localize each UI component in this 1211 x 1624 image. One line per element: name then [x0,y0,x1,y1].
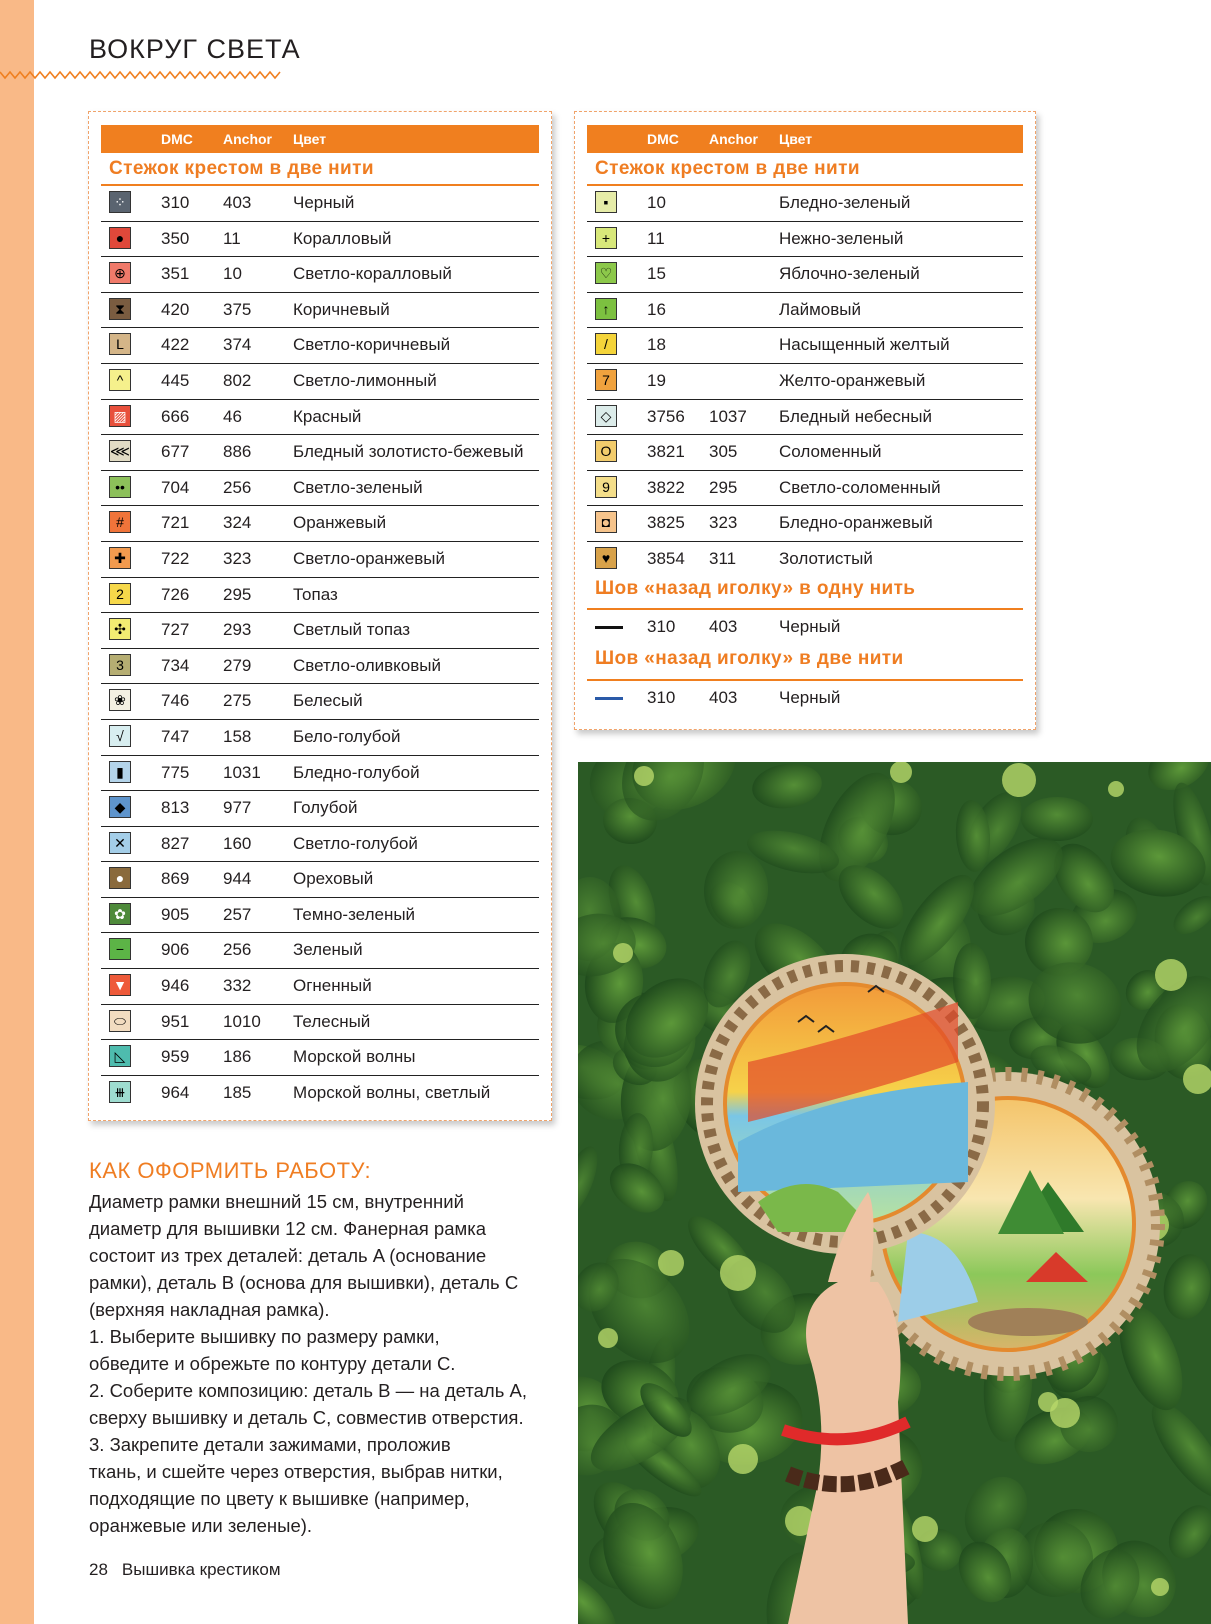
stitch-symbol-icon: ⊕ [109,262,131,284]
color-name: Коричневый [293,299,390,319]
section-title-backstitch-one: Шов «назад иголку» в одну нить [595,578,916,599]
dmc-code: 11 [647,228,665,248]
color-name: Золотистый [779,548,873,568]
col-anchor-header: Anchor [223,131,272,147]
anchor-code: 1031 [223,762,261,782]
section-title-cross-stitch: Стежок крестом в две нити [595,158,860,179]
anchor-code: 324 [223,513,252,533]
color-name: Зеленый [293,940,363,960]
dmc-code: 3854 [647,548,685,568]
stitch-symbol-icon: ▼ [109,974,131,996]
color-name: Светло-зеленый [293,477,423,497]
color-name: Яблочно-зеленый [779,264,920,284]
key-row [101,613,539,649]
dmc-code: 726 [161,584,190,604]
key-row [101,898,539,934]
anchor-code: 1010 [223,1011,261,1031]
stitch-symbol-icon: ● [109,227,131,249]
section-title-backstitch-two: Шов «назад иголку» в две нити [595,648,904,669]
key-row [101,222,539,258]
color-name: Нежно-зеленый [779,228,904,248]
anchor-code: 295 [223,584,252,604]
anchor-code: 257 [223,904,252,924]
key-row [587,506,1023,542]
stitch-symbol-icon: ▮ [109,761,131,783]
anchor-code: 323 [709,513,738,533]
backstitch-two-row-wrap [587,681,1023,716]
page-side-stripe [0,0,34,1624]
color-name: Бледно-голубой [293,762,420,782]
dmc-code: 827 [161,833,190,853]
stitch-symbol-icon: •• [109,476,131,498]
anchor-code: 311 [709,548,737,568]
anchor-code: 275 [223,691,252,711]
key-row [587,293,1023,329]
title-zigzag-divider [0,70,282,80]
stitch-symbol-icon: ⧻ [109,1081,131,1103]
key-row [101,293,539,329]
dmc-code: 310 [161,193,190,212]
color-name: Бело-голубой [293,726,401,746]
stitch-symbol-icon: ⧗ [109,298,131,320]
col-anchor-header: Anchor [709,131,758,147]
key-row [101,506,539,542]
color-name: Бледный небесный [779,406,932,426]
anchor-code: 46 [223,406,242,426]
page-footer [89,1560,281,1580]
dmc-code: 666 [161,406,190,426]
anchor-code: 323 [223,548,252,568]
dmc-code: 964 [161,1082,190,1102]
key-row [587,542,1023,577]
color-name: Светло-соломенный [779,477,941,497]
dmc-code: 959 [161,1047,190,1067]
anchor-code: 886 [223,442,252,462]
anchor-code: 944 [223,869,252,889]
color-name: Топаз [293,584,338,604]
color-name: Огненный [293,976,372,996]
color-name: Оранжевый [293,513,387,533]
stitch-symbol-icon: + [595,227,617,249]
dmc-code: 420 [161,299,190,319]
color-name: Белесый [293,691,363,711]
color-name: Ореховый [293,869,374,889]
stitch-symbol-icon: √ [109,725,131,747]
anchor-code: 256 [223,477,252,497]
key-row [587,328,1023,364]
dmc-code: 3822 [647,477,685,497]
color-name: Черный [293,193,355,212]
key-row [101,1040,539,1076]
backstitch-line-swatch [595,697,623,700]
color-name: Черный [779,688,841,707]
anchor-code: 11 [223,228,241,248]
backstitch-one-row-wrap [587,610,1023,645]
stitch-symbol-icon: ⬭ [109,1010,131,1032]
key-row [101,400,539,436]
howto-line: диаметр для вышивки 12 см. Фанерная рамка [89,1218,487,1239]
stitch-symbol-icon: ◆ [109,796,131,818]
key-row [101,364,539,400]
anchor-code: 403 [709,617,738,636]
col-dmc-header: DMC [161,131,193,147]
dmc-code: 3821 [647,442,685,462]
hoop-sunset [695,954,995,1254]
key-table-header [101,125,539,153]
howto-line: Диаметр рамки внешний 15 см, внутренний [89,1191,464,1212]
dmc-code: 905 [161,904,190,924]
howto-line: оранжевые или зеленые). [89,1515,313,1536]
dmc-code: 775 [161,762,190,782]
stitch-symbol-icon: ✚ [109,547,131,569]
key-rows-left [101,186,539,1110]
color-key-panel-left [88,111,552,1121]
stitch-symbol-icon: ⋘ [109,440,131,462]
dmc-code: 3756 [647,406,685,426]
book-title: Вышивка крестиком [121,1560,281,1579]
anchor-code: 403 [223,193,252,212]
anchor-code: 977 [223,798,252,818]
color-name: Морской волны [293,1047,416,1067]
color-name: Темно-зеленый [293,904,416,924]
dmc-code: 704 [161,477,190,497]
anchor-code: 256 [223,940,252,960]
anchor-code: 403 [709,688,738,707]
color-name: Светло-коричневый [293,335,451,355]
stitch-symbol-icon: ⁘ [109,191,131,213]
stitch-symbol-icon: ❀ [109,689,131,711]
howto-line: подходящие по цвету к вышивке (например, [89,1488,470,1509]
dmc-code: 16 [647,299,666,319]
howto-line: 1. Выберите вышивку по размеру рамки, [89,1326,440,1347]
key-row [101,862,539,898]
dmc-code: 310 [647,688,676,707]
color-name: Черный [779,617,841,636]
stitch-symbol-icon: 7 [595,369,617,391]
anchor-code: 293 [223,620,252,640]
howto-title: КАК ОФОРМИТЬ РАБОТУ: [89,1158,372,1183]
color-name: Соломенный [779,442,882,462]
dmc-code: 3825 [647,513,685,533]
anchor-code: 295 [709,477,738,497]
key-row [101,791,539,827]
dmc-code: 746 [161,691,190,711]
stitch-symbol-icon: ↑ [595,298,617,320]
dmc-code: 310 [647,617,676,636]
color-name: Бледный золотисто-бежевый [293,442,524,462]
stitch-symbol-icon: ♡ [595,262,617,284]
backstitch-row [587,681,1023,716]
dmc-code: 906 [161,940,190,960]
howto-line: состоит из трех деталей: деталь A (основание [89,1245,487,1266]
stitch-symbol-icon: ✣ [109,618,131,640]
anchor-code: 374 [223,335,252,355]
dmc-code: 727 [161,620,190,640]
dmc-code: 747 [161,726,190,746]
anchor-code: 160 [223,833,252,853]
embroidery-hoops-photo [578,762,1211,1624]
howto-line: (верхняя накладная рамка). [89,1299,330,1320]
color-name: Телесный [293,1011,371,1031]
dmc-code: 422 [161,335,190,355]
key-row [587,186,1023,222]
key-row [101,471,539,507]
dmc-code: 10 [647,193,666,212]
dmc-code: 722 [161,548,190,568]
howto-instructions [89,1188,559,1539]
section-title-cross-stitch: Стежок крестом в две нити [109,158,374,179]
color-name: Светло-лимонный [293,370,437,390]
dmc-code: 18 [647,335,666,355]
anchor-code: 802 [223,370,252,390]
color-name: Светло-коралловый [293,264,452,284]
col-dmc-header: DMC [647,131,679,147]
stitch-symbol-icon: 3 [109,654,131,676]
key-row [101,969,539,1005]
stitch-symbol-icon: − [109,938,131,960]
key-row [587,364,1023,400]
stitch-symbol-icon: 9 [595,476,617,498]
color-key-panel-right [574,111,1036,730]
color-name: Светло-оливковый [293,655,442,675]
key-row [101,1076,539,1111]
anchor-code: 1037 [709,406,747,426]
howto-line: обведите и обрежьте по контуру детали C. [89,1353,456,1374]
dmc-code: 351 [161,264,190,284]
key-row [587,471,1023,507]
stitch-symbol-icon: # [109,511,131,533]
color-name: Светлый топаз [293,620,411,640]
key-row [101,684,539,720]
color-name: Красный [293,406,362,426]
dmc-code: 721 [161,513,190,533]
color-name: Бледно-зеленый [779,193,911,212]
key-row [587,257,1023,293]
key-row [587,400,1023,436]
stitch-symbol-icon: / [595,333,617,355]
dmc-code: 15 [647,264,666,284]
dmc-code: 813 [161,798,190,818]
key-row [101,933,539,969]
stitch-symbol-icon: ^ [109,369,131,391]
color-name: Светло-оранжевый [293,548,445,568]
color-name: Насыщенный желтый [779,335,950,355]
stitch-symbol-icon: ▨ [109,405,131,427]
key-row [587,435,1023,471]
key-row [101,257,539,293]
key-row [101,827,539,863]
stitch-symbol-icon: ◺ [109,1045,131,1067]
key-row [587,222,1023,258]
backstitch-row [587,610,1023,645]
stitch-symbol-icon: 2 [109,583,131,605]
col-color-header: Цвет [293,131,327,147]
key-row [101,756,539,792]
page-number: 28 [89,1560,108,1579]
color-name: Желто-оранжевый [779,370,926,390]
key-table-header [587,125,1023,153]
key-row [101,186,539,222]
anchor-code: 158 [223,726,252,746]
howto-line: сверху вышивку и деталь C, совместив отверстия. [89,1407,524,1428]
key-row [101,328,539,364]
dmc-code: 946 [161,976,190,996]
key-row [101,649,539,685]
stitch-symbol-icon: ● [109,867,131,889]
howto-line: 2. Соберите композицию: деталь B — на деталь A, [89,1380,527,1401]
backstitch-line-swatch [595,626,623,629]
key-row [101,1005,539,1041]
howto-line: ткань, и сшейте через отверстия, выбрав нитки, [89,1461,503,1482]
stitch-symbol-icon: ✿ [109,903,131,925]
stitch-symbol-icon: ◇ [595,405,617,427]
anchor-code: 332 [223,976,252,996]
howto-line: 3. Закрепите детали зажимами, проложив [89,1434,451,1455]
dmc-code: 445 [161,370,190,390]
color-name: Морской волны, светлый [293,1082,491,1102]
dmc-code: 734 [161,655,190,675]
howto-line: рамки), деталь B (основа для вышивки), деталь C [89,1272,519,1293]
key-row [101,542,539,578]
stitch-symbol-icon: ✕ [109,832,131,854]
anchor-code: 305 [709,442,738,462]
key-rows-right [587,186,1023,577]
anchor-code: 279 [223,655,252,675]
anchor-code: 375 [223,299,252,319]
key-row [101,435,539,471]
dmc-code: 19 [647,370,666,390]
color-name: Бледно-оранжевый [779,513,933,533]
stitch-symbol-icon: ♥ [595,547,617,569]
color-name: Лаймовый [779,299,861,319]
key-row [101,578,539,614]
col-color-header: Цвет [779,131,813,147]
dmc-code: 951 [161,1011,190,1031]
anchor-code: 10 [223,264,242,284]
color-name: Голубой [293,798,358,818]
key-row [101,720,539,756]
stitch-symbol-icon: L [109,333,131,355]
anchor-code: 186 [223,1047,252,1067]
stitch-symbol-icon: ◘ [595,511,617,533]
dmc-code: 350 [161,228,190,248]
dmc-code: 677 [161,442,190,462]
stitch-symbol-icon: ▪ [595,191,617,213]
anchor-code: 185 [223,1082,252,1102]
page-title: ВОКРУГ СВЕТА [89,34,301,64]
dmc-code: 869 [161,869,190,889]
color-name: Светло-голубой [293,833,418,853]
color-name: Коралловый [293,228,392,248]
stitch-symbol-icon: O [595,440,617,462]
